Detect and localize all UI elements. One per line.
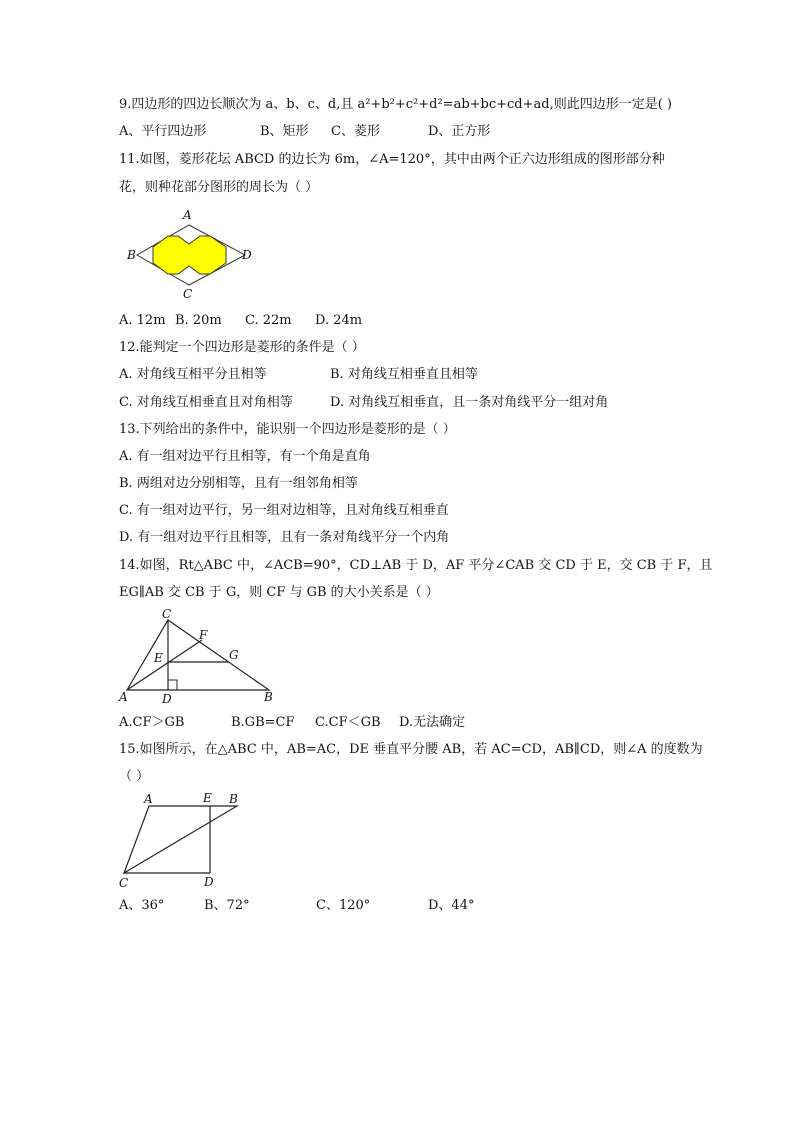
q14-option-b: B.GB=CF bbox=[231, 715, 295, 730]
q11-label-b: B bbox=[127, 248, 136, 262]
q14-label-b: B bbox=[264, 690, 273, 704]
q11-stem-line1: 11.如图，菱形花坛 ABCD 的边长为 6m，∠A=120°，其中由两个正六边形组成的图形部分种 bbox=[119, 152, 665, 167]
triangle-abc bbox=[127, 620, 269, 690]
q13-option-d: D. 有一组对边平行且相等，且有一条对角线平分一个内角 bbox=[119, 530, 450, 545]
q14-label-e: E bbox=[154, 651, 163, 665]
q15-stem-line1: 15.如图所示，在△ABC 中，AB=AC，DE 垂直平分腰 AB，若 AC=CD，AB∥CD，则∠A 的度数为 bbox=[119, 742, 703, 757]
q12-option-d: D. 对角线互相垂直，且一条对角线平分一组对角 bbox=[330, 395, 609, 410]
q15-stem-line2: （ ） bbox=[119, 769, 150, 784]
q12-option-b: B. 对角线互相垂直且相等 bbox=[330, 367, 478, 382]
q11-option-d: D. 24m bbox=[315, 313, 363, 328]
q11-label-a: A bbox=[183, 208, 192, 222]
q14-label-a: A bbox=[119, 690, 128, 704]
q12-option-c: C. 对角线互相垂直且对角相等 bbox=[119, 395, 293, 410]
q15-label-a: A bbox=[144, 792, 153, 806]
q15-option-c: C、120° bbox=[316, 898, 371, 913]
q15-label-b: B bbox=[229, 792, 238, 806]
q14-label-f: F bbox=[199, 628, 208, 642]
q13-option-c: C. 有一组对边平行，另一组对边相等，且对角线互相垂直 bbox=[119, 503, 449, 518]
q13-option-a: A. 有一组对边平行且相等，有一个角是直角 bbox=[119, 449, 371, 464]
q11-option-a: A. 12m bbox=[119, 313, 166, 328]
q14-stem-line1: 14.如图，Rt△ABC 中，∠ACB=90°，CD⊥AB 于 D，AF 平分∠CAB 交 CD 于 E，交 CB 于 F，且 bbox=[119, 558, 713, 573]
q12-option-a: A. 对角线互相平分且相等 bbox=[119, 367, 267, 382]
q11-label-c: C bbox=[183, 287, 193, 301]
q14-option-d: D.无法确定 bbox=[399, 715, 466, 730]
q11-option-b: B. 20m bbox=[175, 313, 222, 328]
q14-stem-line2: EG∥AB 交 CB 于 G，则 CF 与 GB 的大小关系是（ ） bbox=[119, 585, 439, 600]
q15-label-d: D bbox=[204, 875, 214, 889]
q11-stem-line2: 花，则种花部分图形的周长为（ ） bbox=[119, 180, 319, 195]
q15-label-c: C bbox=[119, 876, 129, 890]
q14-option-c: C.CF＜GB bbox=[315, 715, 381, 730]
bisector-af bbox=[127, 640, 202, 690]
q9-option-a: A、平行四边形 bbox=[119, 124, 207, 139]
q14-option-a: A.CF＞GB bbox=[119, 715, 185, 730]
q15-option-a: A、36° bbox=[119, 898, 165, 913]
q14-label-c: C bbox=[162, 607, 172, 621]
q12-stem: 12.能判定一个四边形是菱形的条件是（ ） bbox=[119, 340, 365, 355]
q13-option-b: B. 两组对边分别相等，且有一组邻角相等 bbox=[119, 476, 358, 491]
q11-option-c: C. 22m bbox=[245, 313, 292, 328]
q15-figure bbox=[115, 790, 255, 890]
q14-triangle-figure bbox=[115, 605, 285, 708]
triangle-abc bbox=[124, 806, 237, 873]
q9-option-b: B、矩形 bbox=[260, 124, 309, 139]
q11-rhombus-figure bbox=[118, 205, 268, 303]
q14-label-d: D bbox=[162, 692, 172, 706]
q13-stem: 13.下列给出的条件中，能识别一个四边形是菱形的是（ ） bbox=[119, 422, 456, 437]
q9-option-c: C、菱形 bbox=[331, 124, 380, 139]
right-angle-mark bbox=[168, 680, 177, 690]
q15-label-e: E bbox=[203, 791, 212, 805]
q15-option-b: B、72° bbox=[204, 898, 250, 913]
q11-label-d: D bbox=[242, 248, 252, 262]
q15-option-d: D、44° bbox=[428, 898, 475, 913]
hexagon-flower-region bbox=[153, 236, 226, 274]
q9-option-d: D、正方形 bbox=[428, 124, 491, 139]
q14-label-g: G bbox=[229, 648, 239, 662]
q9-stem: 9.四边形的四边长顺次为 a、b、c、d,且 a²+b²+c²+d²=ab+bc+cd+ad,则此四边形一定是( ) bbox=[119, 97, 673, 112]
